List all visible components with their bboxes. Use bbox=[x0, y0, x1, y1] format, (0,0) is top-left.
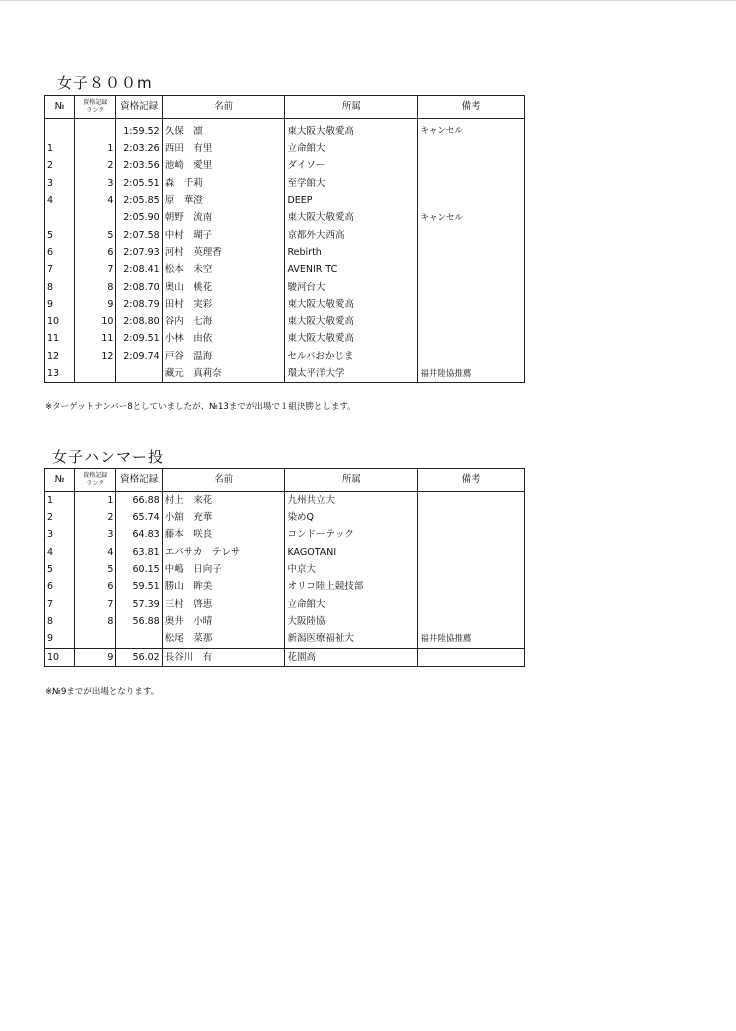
cell-name: 松尾 菜那 bbox=[162, 630, 285, 648]
cell-note bbox=[418, 296, 525, 313]
cell-note bbox=[418, 596, 525, 613]
footnote-hammer: ※№9までが出場となります。 bbox=[45, 687, 160, 697]
cell-no: 8 bbox=[45, 279, 75, 296]
cell-record: 56.88 bbox=[116, 613, 162, 630]
cell-name: 松本 未空 bbox=[162, 261, 285, 278]
cell-rank: 7 bbox=[75, 261, 116, 278]
header-note: 備考 bbox=[418, 96, 525, 119]
table-row bbox=[45, 261, 525, 278]
cell-record: 2:07.93 bbox=[116, 244, 162, 261]
table-row bbox=[45, 578, 525, 595]
cell-note bbox=[418, 331, 525, 348]
table-row bbox=[45, 331, 525, 348]
table-row bbox=[45, 648, 525, 666]
cell-record: 1:59.52 bbox=[116, 123, 162, 140]
cell-rank: 12 bbox=[75, 348, 116, 365]
cell-name: 中嶋 日向子 bbox=[162, 561, 285, 578]
table-row bbox=[45, 527, 525, 544]
cell-affiliation: 染めQ bbox=[285, 509, 418, 526]
cell-rank: 6 bbox=[75, 578, 116, 595]
cell-note bbox=[418, 227, 525, 244]
header-record: 資格記録 bbox=[116, 469, 162, 492]
cell-no: 5 bbox=[45, 561, 75, 578]
cell-note: 福井陸協推薦 bbox=[418, 365, 525, 383]
page-top-border bbox=[0, 0, 736, 1]
cell-note: 福井陸協推薦 bbox=[418, 630, 525, 648]
cell-no: 4 bbox=[45, 192, 75, 209]
cell-no: 6 bbox=[45, 244, 75, 261]
cell-rank: 11 bbox=[75, 331, 116, 348]
table-row bbox=[45, 613, 525, 630]
cell-no: 5 bbox=[45, 227, 75, 244]
cell-record: 2:07.58 bbox=[116, 227, 162, 244]
cell-no: 1 bbox=[45, 492, 75, 510]
cell-rank: 3 bbox=[75, 175, 116, 192]
cell-no: 8 bbox=[45, 613, 75, 630]
cell-no: 11 bbox=[45, 331, 75, 348]
cell-note bbox=[418, 279, 525, 296]
cell-note bbox=[418, 613, 525, 630]
cell-record bbox=[116, 630, 162, 648]
cell-record: 2:09.74 bbox=[116, 348, 162, 365]
cell-no: 9 bbox=[45, 630, 75, 648]
cell-rank bbox=[75, 209, 116, 226]
cell-no: 2 bbox=[45, 158, 75, 175]
cell-name: 中村 瑚子 bbox=[162, 227, 285, 244]
table-row bbox=[45, 596, 525, 613]
cell-name: 河村 英理香 bbox=[162, 244, 285, 261]
table-row bbox=[45, 561, 525, 578]
cell-affiliation: 東大阪大敬愛高 bbox=[285, 209, 418, 226]
cell-record: 2:08.80 bbox=[116, 313, 162, 330]
cell-note bbox=[418, 578, 525, 595]
table-row bbox=[45, 509, 525, 526]
cell-record: 2:08.41 bbox=[116, 261, 162, 278]
cell-record: 60.15 bbox=[116, 561, 162, 578]
table-row bbox=[45, 140, 525, 157]
cell-record: 64.83 bbox=[116, 527, 162, 544]
cell-affiliation: KAGOTANI bbox=[285, 544, 418, 561]
cell-record: 57.39 bbox=[116, 596, 162, 613]
cell-note bbox=[418, 313, 525, 330]
cell-no: 12 bbox=[45, 348, 75, 365]
cell-rank: 5 bbox=[75, 227, 116, 244]
results-table-800m bbox=[44, 95, 525, 383]
header-affiliation: 所属 bbox=[285, 96, 418, 119]
cell-rank: 3 bbox=[75, 527, 116, 544]
cell-no: 4 bbox=[45, 544, 75, 561]
cell-note bbox=[418, 561, 525, 578]
table-row bbox=[45, 244, 525, 261]
cell-name: 奥山 桃花 bbox=[162, 279, 285, 296]
table-row bbox=[45, 348, 525, 365]
cell-rank: 9 bbox=[75, 648, 116, 666]
cell-record: 2:09.51 bbox=[116, 331, 162, 348]
cell-no: 7 bbox=[45, 261, 75, 278]
cell-no: 9 bbox=[45, 296, 75, 313]
cell-affiliation: 東大阪大敬愛高 bbox=[285, 296, 418, 313]
cell-record: 2:05.51 bbox=[116, 175, 162, 192]
cell-note bbox=[418, 261, 525, 278]
table-row bbox=[45, 492, 525, 510]
table-row bbox=[45, 227, 525, 244]
header-rank: 資格記録 ランク bbox=[75, 96, 116, 119]
cell-name: 奥井 小晴 bbox=[162, 613, 285, 630]
cell-affiliation: 駿河台大 bbox=[285, 279, 418, 296]
cell-note bbox=[418, 544, 525, 561]
cell-no: 3 bbox=[45, 527, 75, 544]
cell-name: 原 華澄 bbox=[162, 192, 285, 209]
cell-note bbox=[418, 527, 525, 544]
cell-affiliation: オリコ陸上競技部 bbox=[285, 578, 418, 595]
cell-affiliation: 新潟医療福祉大 bbox=[285, 630, 418, 648]
cell-rank: 8 bbox=[75, 279, 116, 296]
cell-no: 2 bbox=[45, 509, 75, 526]
table-row bbox=[45, 175, 525, 192]
cell-note bbox=[418, 158, 525, 175]
cell-no: 1 bbox=[45, 140, 75, 157]
header-note: 備考 bbox=[418, 469, 525, 492]
cell-no: 3 bbox=[45, 175, 75, 192]
cell-note bbox=[418, 175, 525, 192]
cell-record: 2:05.85 bbox=[116, 192, 162, 209]
table-row bbox=[45, 192, 525, 209]
cell-name: 森 千莉 bbox=[162, 175, 285, 192]
cell-record: 2:08.79 bbox=[116, 296, 162, 313]
cell-rank bbox=[75, 365, 116, 383]
section-title-hammer: 女子ハンマー投 bbox=[52, 448, 165, 466]
cell-affiliation: 大阪陸協 bbox=[285, 613, 418, 630]
cell-no: 10 bbox=[45, 648, 75, 666]
cell-name: 小舘 充華 bbox=[162, 509, 285, 526]
cell-no: 7 bbox=[45, 596, 75, 613]
cell-rank: 8 bbox=[75, 613, 116, 630]
header-rank: 資格記録 ランク bbox=[75, 469, 116, 492]
cell-name: 勝山 眸美 bbox=[162, 578, 285, 595]
cell-rank bbox=[75, 123, 116, 140]
table-header-row bbox=[45, 96, 525, 119]
cell-name: 長谷川 有 bbox=[162, 648, 285, 666]
header-no: № bbox=[45, 469, 75, 492]
cell-rank: 1 bbox=[75, 140, 116, 157]
section-title-800m: 女子８００m bbox=[57, 74, 153, 92]
cell-no: 6 bbox=[45, 578, 75, 595]
cell-record: 2:03.56 bbox=[116, 158, 162, 175]
cell-no bbox=[45, 209, 75, 226]
cell-note bbox=[418, 348, 525, 365]
cell-rank: 2 bbox=[75, 158, 116, 175]
cell-name: 三村 啓恵 bbox=[162, 596, 285, 613]
results-table-hammer bbox=[44, 468, 525, 667]
cell-affiliation: 立命館大 bbox=[285, 596, 418, 613]
cell-affiliation: 京都外大西高 bbox=[285, 227, 418, 244]
cell-rank: 4 bbox=[75, 192, 116, 209]
cell-note bbox=[418, 140, 525, 157]
table-row bbox=[45, 544, 525, 561]
cell-no: 10 bbox=[45, 313, 75, 330]
cell-record: 2:05.90 bbox=[116, 209, 162, 226]
table-row bbox=[45, 158, 525, 175]
table-row bbox=[45, 313, 525, 330]
cell-affiliation: DEEP bbox=[285, 192, 418, 209]
cell-record: 56.02 bbox=[116, 648, 162, 666]
cell-note bbox=[418, 244, 525, 261]
cell-affiliation: 至学館大 bbox=[285, 175, 418, 192]
table-row bbox=[45, 365, 525, 383]
cell-name: 小林 由依 bbox=[162, 331, 285, 348]
cell-record: 2:08.70 bbox=[116, 279, 162, 296]
cell-name: 池崎 愛里 bbox=[162, 158, 285, 175]
cell-affiliation: 東大阪大敬愛高 bbox=[285, 331, 418, 348]
table-row bbox=[45, 209, 525, 226]
header-name: 名前 bbox=[162, 96, 285, 119]
cell-note bbox=[418, 648, 525, 666]
cell-name: 朝野 流南 bbox=[162, 209, 285, 226]
cell-rank: 6 bbox=[75, 244, 116, 261]
cell-affiliation: 立命館大 bbox=[285, 140, 418, 157]
table-row bbox=[45, 123, 525, 140]
cell-affiliation: コンドーテック bbox=[285, 527, 418, 544]
cell-record: 65.74 bbox=[116, 509, 162, 526]
cell-rank: 7 bbox=[75, 596, 116, 613]
cell-affiliation: 東大阪大敬愛高 bbox=[285, 313, 418, 330]
cell-name: 久保 凛 bbox=[162, 123, 285, 140]
cell-rank bbox=[75, 630, 116, 648]
footnote-800m: ※ターゲットナンバー8としていましたが、№13までが出場で１組決勝とします。 bbox=[45, 402, 356, 412]
cell-note bbox=[418, 509, 525, 526]
header-no: № bbox=[45, 96, 75, 119]
table-row bbox=[45, 630, 525, 648]
header-name: 名前 bbox=[162, 469, 285, 492]
cell-affiliation: ダイソー bbox=[285, 158, 418, 175]
cell-name: エバサカ テレサ bbox=[162, 544, 285, 561]
cell-name: 藤本 咲良 bbox=[162, 527, 285, 544]
cell-affiliation: 東大阪大敬愛高 bbox=[285, 123, 418, 140]
cell-affiliation: 中京大 bbox=[285, 561, 418, 578]
cell-affiliation: AVENIR TC bbox=[285, 261, 418, 278]
cell-record: 63.81 bbox=[116, 544, 162, 561]
cell-affiliation: 環太平洋大学 bbox=[285, 365, 418, 383]
cell-record bbox=[116, 365, 162, 383]
cell-record: 66.88 bbox=[116, 492, 162, 510]
cell-rank: 4 bbox=[75, 544, 116, 561]
cell-affiliation: Rebirth bbox=[285, 244, 418, 261]
cell-rank: 10 bbox=[75, 313, 116, 330]
cell-record: 59.51 bbox=[116, 578, 162, 595]
cell-note: キャンセル bbox=[418, 123, 525, 140]
cell-affiliation: セルバおかじま bbox=[285, 348, 418, 365]
cell-name: 藏元 真莉奈 bbox=[162, 365, 285, 383]
cell-name: 村上 来花 bbox=[162, 492, 285, 510]
cell-name: 田村 実彩 bbox=[162, 296, 285, 313]
cell-affiliation: 九州共立大 bbox=[285, 492, 418, 510]
cell-rank: 5 bbox=[75, 561, 116, 578]
table-header-row bbox=[45, 469, 525, 492]
cell-rank: 9 bbox=[75, 296, 116, 313]
cell-record: 2:03.26 bbox=[116, 140, 162, 157]
cell-name: 戸谷 温海 bbox=[162, 348, 285, 365]
cell-rank: 1 bbox=[75, 492, 116, 510]
cell-note: キャンセル bbox=[418, 209, 525, 226]
cell-name: 西田 有里 bbox=[162, 140, 285, 157]
header-affiliation: 所属 bbox=[285, 469, 418, 492]
table-row bbox=[45, 296, 525, 313]
cell-rank: 2 bbox=[75, 509, 116, 526]
cell-note bbox=[418, 192, 525, 209]
cell-affiliation: 花園高 bbox=[285, 648, 418, 666]
cell-no: 13 bbox=[45, 365, 75, 383]
cell-no bbox=[45, 123, 75, 140]
cell-note bbox=[418, 492, 525, 510]
cell-name: 谷内 七海 bbox=[162, 313, 285, 330]
table-row bbox=[45, 279, 525, 296]
header-record: 資格記録 bbox=[116, 96, 162, 119]
